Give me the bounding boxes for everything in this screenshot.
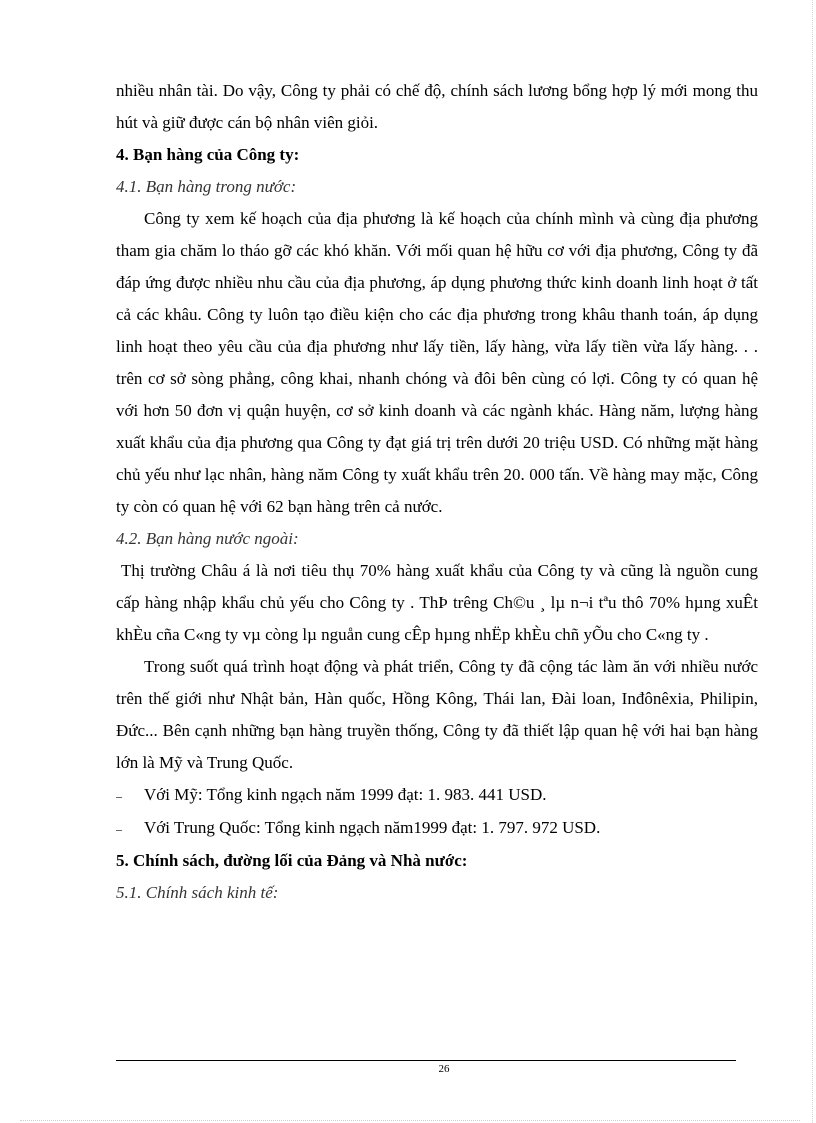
list-item-text: Với Mỹ: Tổng kinh ngạch năm 1999 đạt: 1. 983. 441 USD. xyxy=(144,785,547,804)
paragraph-asia-market: Thị trường Châu á là nơi tiêu thụ 70% hàng xuất khẩu của Công ty và cũng là nguồn cung cấp hàng nhập khẩu chủ yếu cho Công ty . ThÞ trêng Ch©u ¸ lµ n¬i tªu thô 70% hµng xuÊt khÈu cña C«ng ty vµ còng lµ nguån cung cÊp hµng nhËp khÈu chñ yÕu cho C«ng ty . xyxy=(116,561,758,644)
bullet-dash: – xyxy=(116,789,122,803)
page-number xyxy=(0,1062,816,1076)
heading-section-4-1: 4.1. Bạn hàng trong nước: xyxy=(116,177,297,196)
page-number-text: 26 xyxy=(438,1063,450,1075)
page-edge-bottom xyxy=(20,1120,800,1121)
heading-section-5: 5. Chính sách, đường lối của Đảng và Nhà nước: xyxy=(116,851,468,870)
paragraph-staff-policy: nhiều nhân tài. Do vậy, Công ty phải có chế độ, chính sách lương bổng hợp lý mới mong thu hút và giữ được cán bộ nhân viên giỏi. xyxy=(116,81,758,132)
page-edge-right xyxy=(812,0,813,1123)
list-item-text: Với Trung Quốc: Tổng kinh ngạch năm1999 đạt: 1. 797. 972 USD. xyxy=(144,818,601,837)
paragraph-foreign-partners: Trong suốt quá trình hoạt động và phát triển, Công ty đã cộng tác làm ăn với nhiều nước trên thế giới như Nhật bản, Hàn quốc, Hồng Kông, Thái lan, Đài loan, Inđônêxia, Philipin, Đức... Bên cạnh những bạn hàng truyền thống, Công ty đã thiết lập quan hệ với hai bạn hàng lớn là Mỹ và Trung Quốc. xyxy=(116,657,758,772)
heading-section-4-2: 4.2. Bạn hàng nước ngoài: xyxy=(116,529,299,548)
list-item xyxy=(116,779,758,812)
list-item xyxy=(116,812,758,845)
paragraph-domestic-partners: Công ty xem kế hoạch của địa phương là kế hoạch của chính mình và cùng địa phương tham gia chăm lo tháo gỡ các khó khăn. Với mối quan hệ hữu cơ với địa phương, Công ty đã đáp ứng được nhiều nhu cầu của địa phương, áp dụng phương thức kinh doanh linh hoạt ở tất cả các khâu. Công ty luôn tạo điều kiện cho các địa phương trong khâu thanh toán, áp dụng linh hoạt theo yêu cầu của địa phương như lấy tiền, lấy hàng, vừa lấy tiền vừa lấy hàng. . . trên cơ sở sòng phẳng, công khai, nhanh chóng và đôi bên cùng có lợi. Công ty có quan hệ với hơn 50 đơn vị quận huyện, cơ sở kinh doanh và các ngành khác. Hàng năm, lượng hàng xuất khẩu của địa phương qua Công ty đạt giá trị trên dưới 20 triệu USD. Có những mặt hàng chủ yếu như lạc nhân, hàng năm Công ty xuất khẩu trên 20. 000 tấn. Về hàng may mặc, Công ty còn có quan hệ với 62 bạn hàng trên cả nước. xyxy=(116,209,758,516)
heading-section-4: 4. Bạn hàng của Công ty: xyxy=(116,145,300,164)
footer-divider xyxy=(116,1060,736,1061)
document-body xyxy=(116,75,758,909)
heading-section-5-1: 5.1. Chính sách kinh tế: xyxy=(116,883,279,902)
bullet-dash: – xyxy=(116,822,122,836)
